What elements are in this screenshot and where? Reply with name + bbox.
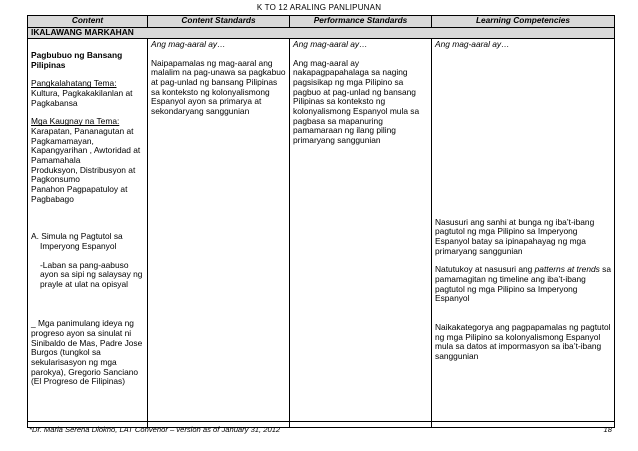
kaugnay-line: Pagbabago [31,193,74,204]
kaugnay-line: Pamamahala [31,154,81,165]
content-standards-text: Naipapamalas ng mag-aaral ang malalim na pag-unawa sa pagkabuo at pag-unlad ng bansang Pilipinas sa konteksto ng kolonyalismong Espanyol ayon sa primarya at sekondaryang sanggunian [151,57,286,116]
competency-2-text-b: sa pamamagitan ng timeline ang iba’t-ibang pagtutol ng mga Pilipino sa Imperyong Espanyol [435,264,612,304]
pangkalahatang-tema-label: Pangkalahatang Tema: [31,78,117,89]
kaugnay-line: Pagkamamayan, [31,135,94,146]
content-standards-lead: Ang mag-aaral ay… [151,39,226,49]
footer-credit: *Dr. Maria Serena Diokno, LAT Convenor – version as of January 31, 2012 [29,425,281,434]
footer-divider [27,421,614,422]
curriculum-table [27,15,615,428]
performance-standards-cell [290,39,432,428]
kaugnay-line: Produksyon, Distribusyon at [31,164,136,175]
kaugnay-line: Pagkonsumo [31,174,80,185]
document-title: K TO 12 ARALING PANLIPUNAN [256,3,382,12]
performance-standards-text: Ang mag-aaral ay nakapagpapahalaga sa naging pagsisikap ng mga Pilipino sa pagbuo at pag-unlad ng bansang Pilipinas sa konteksto ng kolonyalismong Espanyol mula sa pagbasa sa mapanuring pamamaraan ng ilang piling primaryang sanggunian [293,57,420,145]
page-number: 18 [603,425,612,434]
competency-3: Naikakategorya ang pagpapamalas ng pagtutol ng mga Pilipino sa kolonyalismong Espanyol mula sa datos at impormasyon sa iba’t-ibang sanggunian [435,321,611,361]
quarter-row [28,28,615,39]
table-row [28,39,615,428]
topic-title: Pagbubuo ng Bansang Pilipinas [31,50,123,70]
panimulang-item: _ Mga panimulang ideya ng progreso ayon sa sinulat ni Sinibaldo de Mas, Padre Jose Burgos (tungkol sa sekularisasyon ng mga parokya), Gregorio Sanciano (El Progreso de Filipinas) [31,318,143,387]
learning-competencies-cell [432,39,615,428]
competency-2-text-a: Natutukoy at nasusuri ang [435,264,535,275]
pangkalahatang-tema-text: Kultura, Pagkakakilanlan at Pagkabansa [31,87,133,108]
content-cell [28,39,148,428]
kaugnay-line: Kapangyarihan , Awtoridad at [31,145,141,156]
column-header-content-standards: Content Standards [148,16,290,28]
quarter-label: IKALAWANG MARKAHAN [28,28,615,39]
column-header-content: Content [28,16,148,28]
performance-standards-lead: Ang mag-aaral ay… [293,39,368,49]
competency-2-emphasis: patterns at trends [534,264,600,275]
content-standards-cell [148,39,290,428]
competency-1: Nasusuri ang sanhi at bunga ng iba’t-ibang pagtutol ng mga Pilipino sa Imperyong Espanyol batay sa ipinapahayag ng mga primaryang sanggunian [435,216,595,256]
table-header-row [28,16,615,28]
section-a-heading-cont: Imperyong Espanyol [40,240,117,251]
kaugnay-line: Panahon Pagpapatuloy at [31,183,128,194]
kaugnay-tema-label: Mga Kaugnay na Tema: [31,116,120,127]
column-header-learning-competencies: Learning Competencies [432,16,615,28]
competency-2 [435,265,611,304]
laban-item: -Laban sa pang-aabuso ayon sa sipi ng salaysay ng prayle at ulat na opisyal [40,259,143,289]
kaugnay-line: Karapatan, Pananagutan at [31,125,134,136]
section-a-heading: A. Simula ng Pagtutol sa [31,231,123,242]
learning-competencies-lead: Ang mag-aaral ay… [435,39,510,49]
column-header-performance-standards: Performance Standards [290,16,432,28]
